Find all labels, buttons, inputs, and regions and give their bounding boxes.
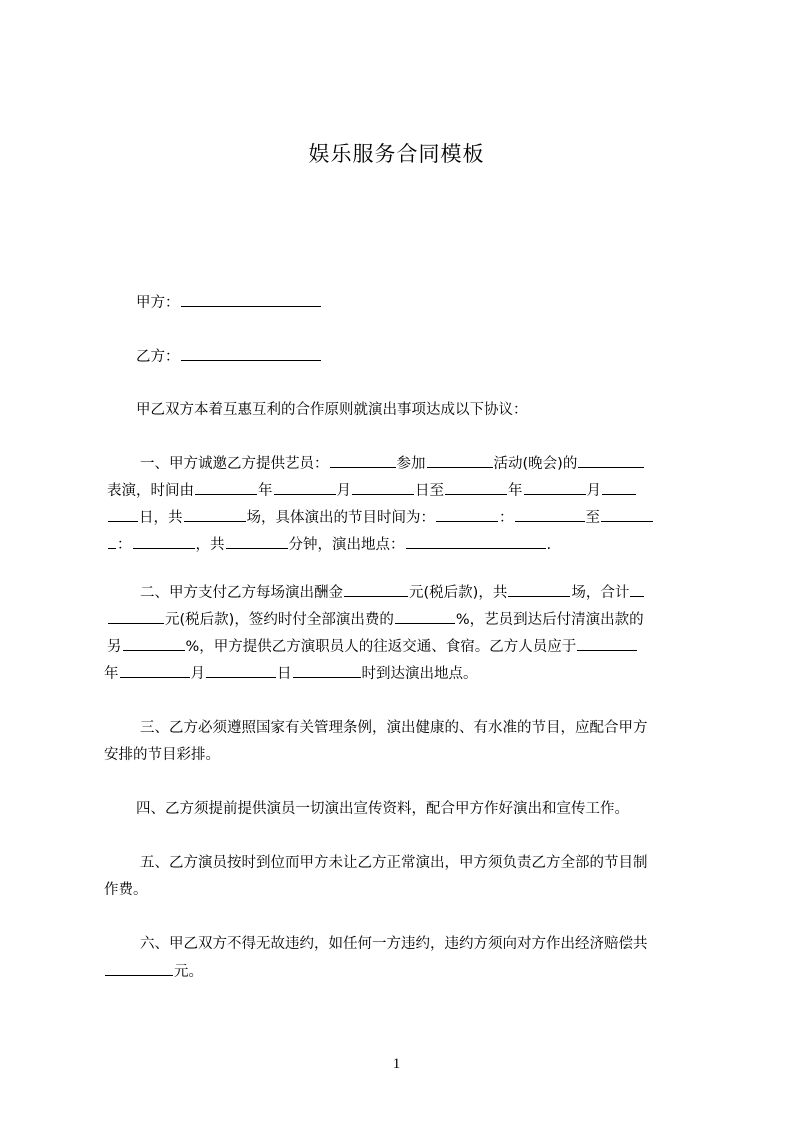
- venue-blank: [406, 534, 546, 549]
- clause1-text: 分钟，演出地点：: [288, 537, 405, 553]
- deposit-percent-blank: [395, 609, 455, 624]
- clause1-line1: [140, 453, 645, 474]
- clause1-text: 月: [586, 483, 601, 499]
- clause1-text: 至: [585, 510, 600, 526]
- party-b-blank: [181, 346, 321, 361]
- clause1-text: 日至: [415, 483, 444, 499]
- show-end-hour-blank-cont: [108, 534, 116, 549]
- clause2-text: 月: [190, 666, 205, 682]
- arrival-hour-blank: [293, 663, 361, 678]
- total-fee-blank-cont: [108, 609, 164, 624]
- arrival-month-blank: [120, 663, 190, 678]
- show-start-minute-blank: [515, 507, 585, 522]
- end-year-blank: [445, 480, 507, 495]
- clause1-text: 月: [336, 483, 351, 499]
- end-month-blank: [524, 480, 586, 495]
- show-end-hour-blank: [601, 507, 653, 522]
- clause1-text: 活动(晚会)的: [493, 456, 578, 472]
- clause2-text: 另: [107, 639, 122, 655]
- page-number: 1: [392, 1056, 401, 1072]
- end-day-blank: [602, 480, 636, 495]
- show-count-blank: [184, 507, 246, 522]
- total-shows-blank: [508, 582, 570, 597]
- clause3-line1: 三、乙方必须遵照国家有关管理条例，演出健康的、有水准的节目，应配合甲方: [140, 720, 648, 736]
- clause1-line4: [107, 534, 551, 555]
- compensation-blank: [105, 961, 173, 976]
- clause1-text: 场，具体演出的节目时间为：: [246, 510, 435, 526]
- end-day-blank-cont: [108, 507, 138, 522]
- performer-blank: [330, 453, 396, 468]
- clause5-line2: 作费。: [104, 882, 148, 898]
- clause1-text: 日，共: [139, 510, 183, 526]
- clause2-text: 元(税后款)，共: [409, 585, 508, 601]
- clause1-text: ：: [499, 510, 514, 526]
- clause1-line2: [107, 480, 637, 501]
- clause2-text: 时到达演出地点。: [361, 666, 478, 682]
- clause1-text: ，共: [195, 537, 225, 553]
- clause1-line3: [107, 507, 654, 528]
- clause2-text: %，艺员到达后付清演出款的: [455, 612, 644, 628]
- clause1-text: 一、甲方诚邀乙方提供艺员：: [140, 456, 329, 472]
- clause1-text: ：: [117, 537, 132, 553]
- clause3-line2: 安排的节目彩排。: [104, 747, 220, 763]
- clause1-text: .: [546, 537, 552, 553]
- clause2-text: 日: [277, 666, 292, 682]
- clause2-text: %，甲方提供乙方演职员人的往返交通、食宿。乙方人员应于: [185, 639, 577, 655]
- clause1-text: 年: [258, 483, 273, 499]
- clause4-line1: 四、乙方须提前提供演员一切演出宣传资料，配合甲方作好演出和宣传工作。: [136, 801, 629, 817]
- arrival-day-blank: [206, 663, 276, 678]
- clause6-line2: [104, 961, 203, 982]
- start-year-blank: [195, 480, 257, 495]
- duration-blank: [226, 534, 288, 549]
- clause2-text: 二、甲方支付乙方每场演出酬金: [140, 585, 343, 601]
- clause2-line3: [107, 636, 638, 657]
- show-end-minute-blank: [133, 534, 195, 549]
- intro-paragraph: 甲乙双方本着互惠互利的合作原则就演出事项达成以下协议：: [136, 402, 528, 418]
- document-title: 娱乐服务合同模板: [308, 142, 485, 166]
- party-a-blank: [181, 292, 321, 307]
- clause2-line2: [107, 609, 644, 630]
- party-b-label: 乙方：: [136, 349, 180, 365]
- clause5-line1: 五、乙方演员按时到位而甲方未让乙方正常演出，甲方须负责乙方全部的节目制: [140, 855, 648, 871]
- party-b-line: [136, 346, 322, 367]
- event-blank: [427, 453, 493, 468]
- clause6-text: 元。: [174, 964, 203, 980]
- arrival-year-blank: [577, 636, 637, 651]
- clause1-text: 表演，时间由: [107, 483, 194, 499]
- clause2-line4: [104, 663, 478, 684]
- fee-per-show-blank: [344, 582, 408, 597]
- event-name-blank: [578, 453, 644, 468]
- clause2-line1: [140, 582, 645, 603]
- start-month-blank: [274, 480, 336, 495]
- clause1-text: 年: [508, 483, 523, 499]
- party-a-line: [136, 292, 322, 313]
- clause1-text: 参加: [396, 456, 426, 472]
- party-a-label: 甲方：: [136, 295, 180, 311]
- start-day-blank: [352, 480, 414, 495]
- clause6-line1: 六、甲乙双方不得无故违约，如任何一方违约，违约方须向对方作出经济赔偿共: [140, 936, 648, 952]
- show-start-hour-blank: [436, 507, 498, 522]
- clause2-text: 场，合计: [571, 585, 630, 601]
- total-fee-blank: [630, 582, 644, 597]
- clause2-text: 年: [104, 666, 119, 682]
- balance-percent-blank: [123, 636, 185, 651]
- clause2-text: 元(税后款)，签约时付全部演出费的: [165, 612, 394, 628]
